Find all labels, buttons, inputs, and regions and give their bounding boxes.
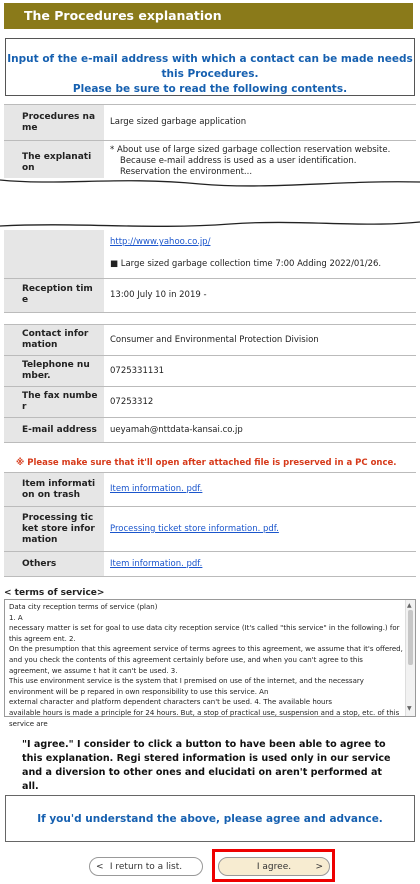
tos-line: On the presumption that this agreement service of terms agrees to this agreement, we assume that it's offered, and you check the contents of this agreement certainly before use, and when you can't agree to this agreement, we assume t hat it can't be used. 3. — [9, 645, 403, 675]
detail-value — [104, 230, 416, 278]
ticket-info-link[interactable]: Processing ticket store information. pdf. — [110, 523, 279, 534]
scroll-down-icon[interactable]: ▼ — [407, 705, 412, 713]
collection-time: ■ Large sized garbage collection time 7:00 Adding 2022/01/26. — [110, 259, 382, 270]
tos-textarea[interactable] — [4, 599, 416, 728]
explanation-label: The explanati on — [4, 141, 104, 185]
chevron-left-icon: < — [96, 862, 104, 872]
fax-label: The fax numbe r — [4, 387, 104, 418]
email-label: E-mail address — [4, 418, 104, 443]
notice-box — [5, 38, 415, 96]
scroll-up-icon[interactable]: ▲ — [407, 602, 412, 609]
chevron-right-icon: > — [315, 862, 323, 872]
tos-line: external character and platform dependent characters can't be used. 4. The available hours — [9, 698, 332, 707]
explanation-line-2: Because e-mail address is used as a user identification. — [120, 156, 357, 166]
contact-label: Contact infor mation — [4, 325, 104, 356]
website-link[interactable]: http://www.yahoo.co.jp/ — [110, 237, 211, 248]
detail-blank-label — [4, 230, 104, 278]
advance-box — [5, 795, 415, 842]
reception-label: Reception tim e — [4, 278, 104, 312]
torn-cut — [0, 178, 420, 230]
tos-line: 1. A — [9, 613, 23, 622]
phone-value: 0725331131 — [104, 356, 416, 387]
return-to-list-button[interactable] — [89, 857, 203, 876]
explanation-line-1: * About use of large sized garbage collection reservation website. — [110, 145, 391, 155]
procedure-name-label: Procedures na me — [4, 105, 104, 141]
email-value: ueyamah@nttdata-kansai.co.jp — [104, 418, 416, 443]
agree-button-highlight — [212, 849, 335, 882]
page-header — [4, 3, 413, 29]
explanation-line-3: Reservation the environment... — [120, 167, 253, 177]
tos-line: available hours is made a principle for 24 hours. But, a stop of practical use, suspension and a stop, etc. of this service are — [9, 708, 400, 728]
others-label: Others — [4, 552, 104, 577]
tos-line: Data city reception terms of service (plan) — [9, 603, 158, 611]
others-link[interactable]: Item information. pdf. — [110, 558, 203, 569]
contact-table — [4, 324, 416, 443]
tos-line: necessary matter is set for goal to use data city reception service (It's called "this service" in the following.) for this agreem ent. 2. — [9, 624, 400, 643]
return-button-label: I return to a list. — [109, 862, 183, 872]
phone-label: Telephone nu mber. — [4, 356, 104, 387]
tos-title: < terms of service> — [4, 588, 105, 598]
scroll-thumb[interactable] — [408, 610, 413, 665]
tos-scrollbar[interactable] — [405, 600, 415, 716]
tos-line: This use environment service is the system that I premised on use of the internet, and the necessary environment will be p repared in own responsibility to use this service. An — [9, 677, 364, 696]
preserve-warning: ※ Please make sure that it'll open after attached file is preserved in a PC once. — [16, 458, 397, 468]
ticket-info-label: Processing tic ket store infor mation — [4, 507, 104, 552]
files-table — [4, 472, 416, 577]
item-info-label: Item informati on on trash — [4, 473, 104, 507]
agree-explanation: "I agree." I consider to click a button to have been able to agree to this explanation. Regi stered information is used only in our service and a diversion to other ones and elucidati on aren't performed at all. — [22, 739, 391, 792]
advance-text: If you'd understand the above, please agree and advance. — [37, 813, 383, 825]
reception-value: 13:00 July 10 in 2019 - — [104, 278, 416, 312]
agree-button-label: I agree. — [256, 862, 292, 872]
item-info-link[interactable]: Item information. pdf. — [110, 484, 203, 494]
notice-line-1: Input of the e-mail address with which a contact can be made needs this Procedures. — [7, 53, 413, 80]
procedure-table — [4, 104, 416, 185]
contact-value: Consumer and Environmental Protection Division — [104, 325, 416, 356]
page-title: The Procedures explanation — [24, 8, 222, 23]
detail-table — [4, 230, 416, 313]
fax-value: 07253312 — [104, 387, 416, 418]
notice-line-2: Please be sure to read the following contents. — [72, 83, 348, 95]
procedure-name-value: Large sized garbage application — [104, 105, 416, 141]
